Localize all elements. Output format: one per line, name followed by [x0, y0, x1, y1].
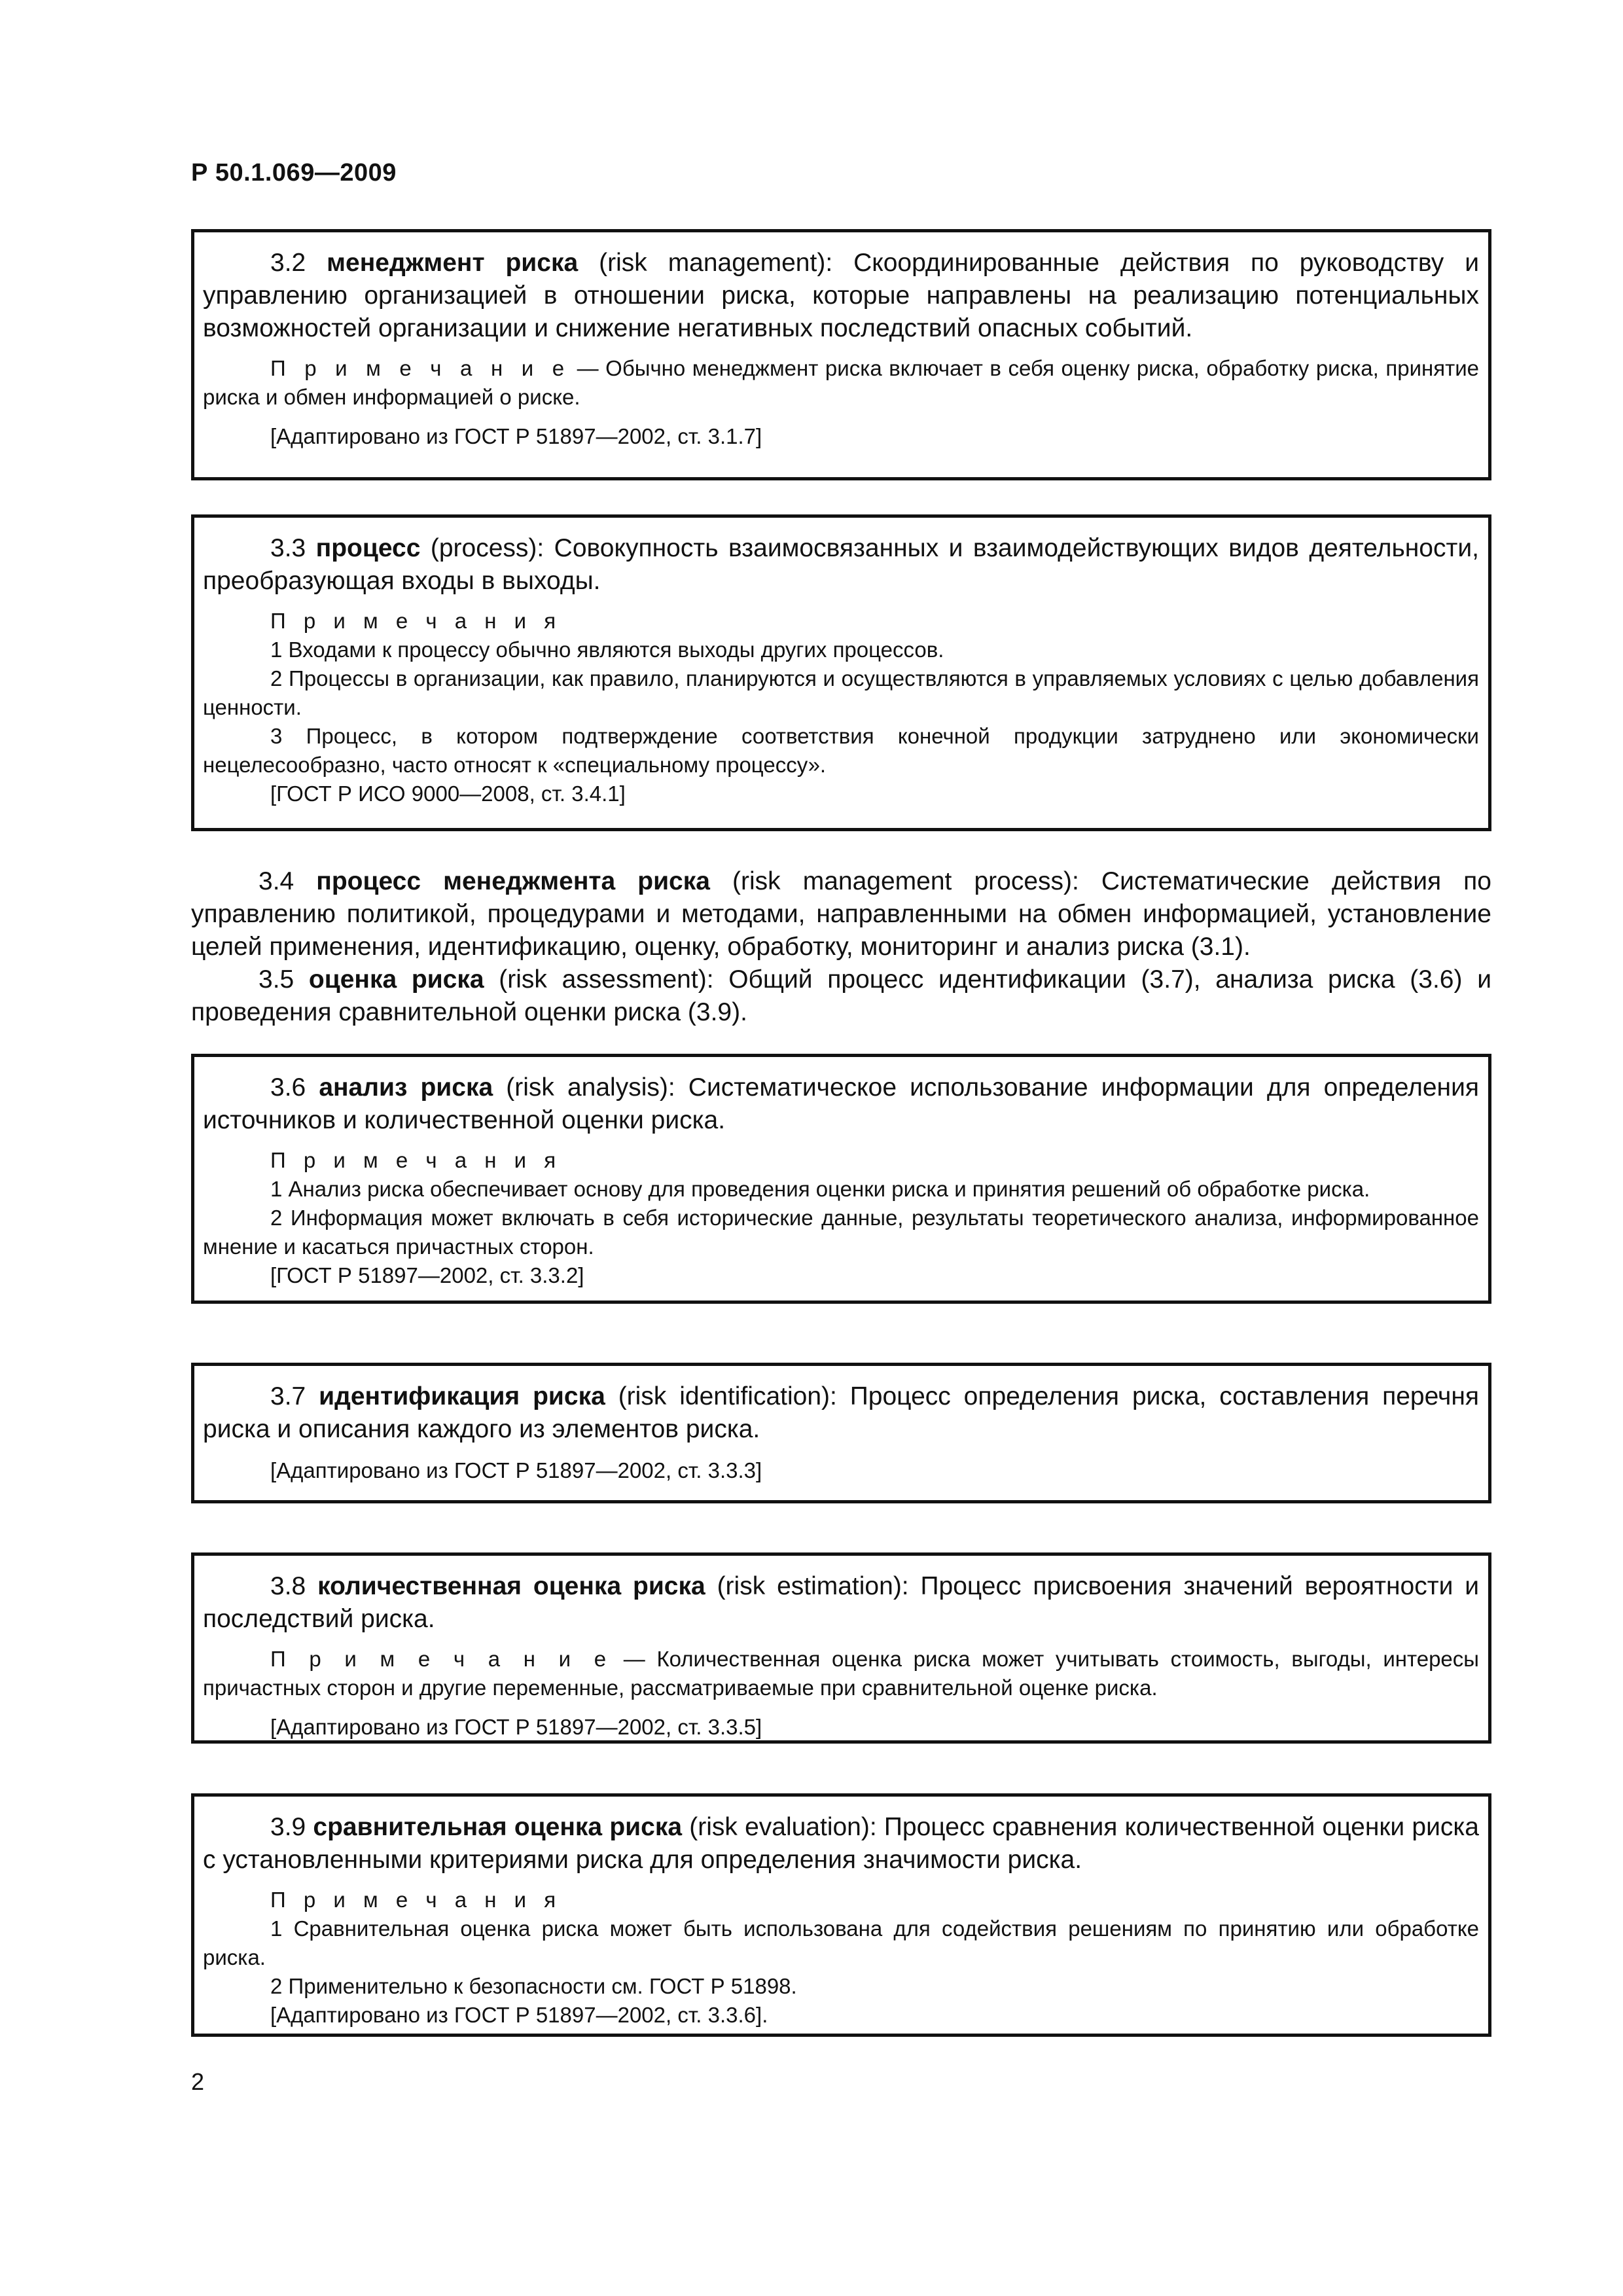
term-box-3-8	[191, 1552, 1491, 1744]
term-name: процесс	[315, 534, 421, 562]
term-source: [Адаптировано из ГОСТ Р 51897—2002, ст. 3.3.3]	[270, 1458, 762, 1482]
term-note: 2 Информация может включать в себя исторические данные, результаты теоретического анализа, информированное мнение и касаться причастных сторон.	[203, 1206, 1479, 1259]
term-name: количественная оценка риска	[317, 1572, 705, 1600]
term-definition: 3.2 менеджмент риска (risk management): Скоординированные действия по руководству и управлению организацией в отношении риска, которые направлены на реализацию потенциальных возможностей организации и снижение негативных последствий опасных событий.	[203, 249, 1480, 342]
term-source: [Адаптировано из ГОСТ Р 51897—2002, ст. 3.1.7]	[270, 424, 762, 448]
term-definition: 3.7 идентификация риска (risk identification): Процесс определения риска, составления перечня риска и описания каждого из элементов риска.	[203, 1382, 1479, 1443]
term-source: [Адаптировано из ГОСТ Р 51897—2002, ст. 3.3.6].	[270, 2003, 768, 2027]
term-box-3-9	[191, 1793, 1491, 2037]
term-paragraphs-3-4-3-5	[191, 865, 1491, 1029]
term-definition: 3.6 анализ риска (risk analysis): Систематическое использование информации для определения источников и количественной оценки риска.	[203, 1073, 1479, 1134]
term-box-3-7	[191, 1363, 1491, 1503]
notes-heading: П р и м е ч а н и я	[270, 1888, 562, 1912]
term-source: [ГОСТ Р ИСО 9000—2008, ст. 3.4.1]	[270, 781, 626, 806]
term-name: сравнительная оценка риска	[313, 1813, 683, 1841]
term-definition: 3.9 сравнительная оценка риска (risk evaluation): Процесс сравнения количественной оценки риска с установленными критериями риска для определения значимости риска.	[203, 1813, 1479, 1874]
notes-heading: П р и м е ч а н и я	[270, 1148, 562, 1172]
page-number: 2	[191, 2068, 205, 2095]
term-source: [ГОСТ Р 51897—2002, ст. 3.3.2]	[270, 1263, 584, 1287]
term-source: [Адаптировано из ГОСТ Р 51897—2002, ст. 3.3.5]	[270, 1715, 762, 1739]
term-definition: 3.3 процесс (process): Совокупность взаимосвязанных и взаимодействующих видов деятельности, преобразующая входы в выходы.	[203, 534, 1479, 595]
term-definition: 3.8 количественная оценка риска (risk estimation): Процесс присвоения значений вероятности и последствий риска.	[203, 1572, 1480, 1633]
term-box-3-6	[191, 1054, 1491, 1304]
term-note: П р и м е ч а н и е — Количественная оценка риска может учитывать стоимость, выгоды, интересы причастных сторон и другие переменные, рассматриваемые при сравнительной оценке риска.	[203, 1647, 1479, 1700]
term-name: менеджмент риска	[327, 249, 579, 277]
term-note: 3 Процесс, в котором подтверждение соответствия конечной продукции затруднено или экономически нецелесообразно, часто относят к «специальному процессу».	[203, 724, 1479, 777]
term-note: П р и м е ч а н и е — Обычно менеджмент риска включает в себя оценку риска, обработку риска, принятие риска и обмен информацией о риске.	[203, 356, 1479, 409]
term-box-3-3	[191, 514, 1491, 831]
term-name: анализ риска	[319, 1073, 493, 1102]
term-definition: 3.4 процесс менеджмента риска (risk management process): Систематические действия по управлению политикой, процедурами и методами, направленными на обмен информацией, установление целей применения, идентификацию, оценку, обработку, мониторинг и анализ риска (3.1).	[191, 867, 1491, 961]
term-note: 1 Сравнительная оценка риска может быть использована для содействия решениям по принятию или обработке риска.	[203, 1916, 1479, 1969]
term-note: 1 Входами к процессу обычно являются выходы других процессов.	[270, 637, 944, 662]
document-header: Р 50.1.069—2009	[191, 159, 397, 187]
term-note: 1 Анализ риска обеспечивает основу для проведения оценки риска и принятия решений об обработке риска.	[270, 1177, 1370, 1201]
term-box-3-2	[191, 229, 1491, 480]
term-definition: 3.5 оценка риска (risk assessment): Общий процесс идентификации (3.7), анализа риска (3.6) и проведения сравнительной оценки риска (3.9).	[191, 965, 1491, 1026]
term-note: 2 Процессы в организации, как правило, планируются и осуществляются в управляемых условиях с целью добавления ценности.	[203, 666, 1479, 719]
term-note: 2 Применительно к безопасности см. ГОСТ Р 51898.	[270, 1974, 797, 1998]
notes-heading: П р и м е ч а н и я	[270, 609, 562, 633]
term-name: процесс менеджмента риска	[316, 867, 710, 895]
term-name: идентификация риска	[319, 1382, 605, 1410]
term-name: оценка риска	[308, 965, 484, 994]
